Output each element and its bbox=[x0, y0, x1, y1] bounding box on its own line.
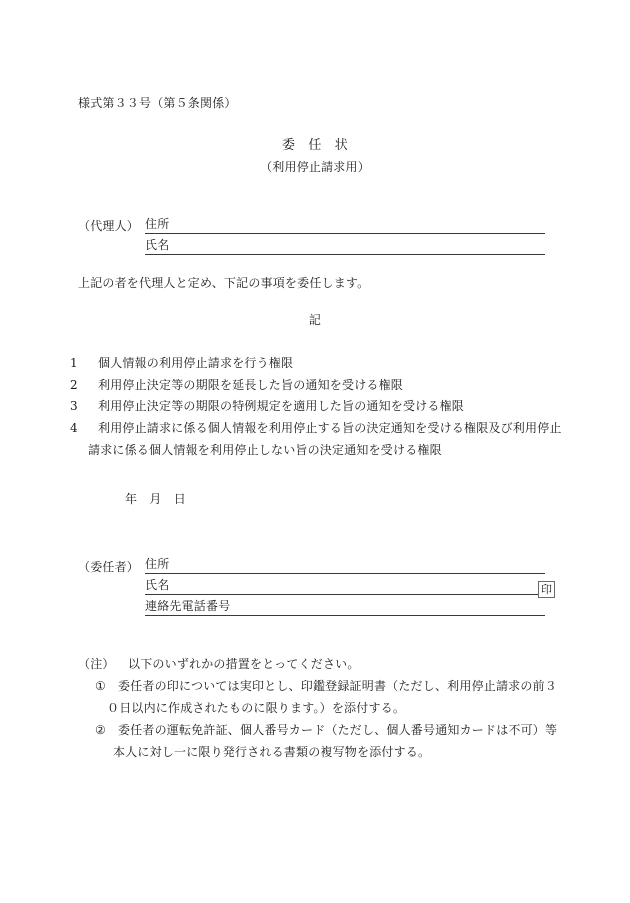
principal-phone-field bbox=[145, 598, 545, 616]
principal-phone-label: 連絡先電話番号 bbox=[145, 599, 231, 613]
note-number: ① bbox=[95, 679, 106, 693]
principal-label: （委任者） bbox=[78, 560, 140, 574]
form-number: 様式第３３号（第５条関係） bbox=[78, 96, 237, 110]
agent-name-field bbox=[145, 237, 545, 255]
agent-label: （代理人） bbox=[78, 219, 140, 233]
item-text: 個人情報の利用停止請求を行う権限 bbox=[98, 356, 294, 370]
list-item bbox=[70, 353, 565, 375]
document-title: 委 任 状 bbox=[281, 138, 348, 153]
note-text: 委任者の印については実印とし、印鑑登録証明書（ただし、利用停止請求の前３ bbox=[118, 679, 557, 693]
note-item-continuation: ０日以内に作成されたものに限ります。）を添付する。 bbox=[107, 701, 406, 715]
list-item bbox=[70, 418, 565, 440]
item-text: 利用停止決定等の期限を延長した旨の通知を受ける権限 bbox=[98, 377, 404, 392]
seal-mark: 印 bbox=[538, 581, 555, 598]
document-subtitle: （利用停止請求用） bbox=[260, 160, 370, 174]
item-number: 3 bbox=[70, 399, 78, 414]
item-number: 1 bbox=[70, 356, 78, 370]
ki-heading: 記 bbox=[308, 313, 322, 327]
notes-intro: 以下のいずれかの措置をとってください。 bbox=[128, 657, 360, 671]
item-text: 利用停止請求に係る個人情報を利用停止する旨の決定通知を受ける権限及び利用停止 bbox=[98, 421, 562, 436]
item-text: 利用停止決定等の期限の特例規定を適用した旨の通知を受ける権限 bbox=[98, 399, 465, 414]
principal-name-field bbox=[145, 577, 552, 596]
delegated-items-list bbox=[70, 353, 565, 462]
agent-address-label: 住所 bbox=[145, 217, 170, 231]
list-item-continuation: 請求に係る個人情報を利用停止しない旨の決定通知を受ける権限 bbox=[88, 442, 442, 457]
note-item bbox=[95, 721, 557, 738]
agent-address-field bbox=[145, 216, 545, 234]
note-text: 委任者の運転免許証、個人番号カード（ただし、個人番号通知カードは不可）等 bbox=[118, 723, 558, 737]
list-item bbox=[70, 396, 565, 418]
note-item bbox=[95, 677, 557, 694]
note-item-continuation: 本人に対し一に限り発行される書類の複写物を添付する。 bbox=[113, 745, 431, 759]
agent-name-label: 氏名 bbox=[145, 238, 170, 252]
list-item bbox=[70, 375, 565, 397]
principal-address-field bbox=[145, 556, 545, 574]
item-number: 4 bbox=[70, 421, 78, 436]
declaration-text: 上記の者を代理人と定め、下記の事項を委任します。 bbox=[78, 276, 370, 290]
principal-name-label: 氏名 bbox=[145, 578, 170, 592]
note-number: ② bbox=[95, 723, 106, 737]
notes-label: （注） bbox=[78, 657, 115, 671]
item-number: 2 bbox=[70, 377, 78, 392]
principal-address-label: 住所 bbox=[145, 557, 170, 571]
date-line: 年 月 日 bbox=[125, 492, 187, 506]
